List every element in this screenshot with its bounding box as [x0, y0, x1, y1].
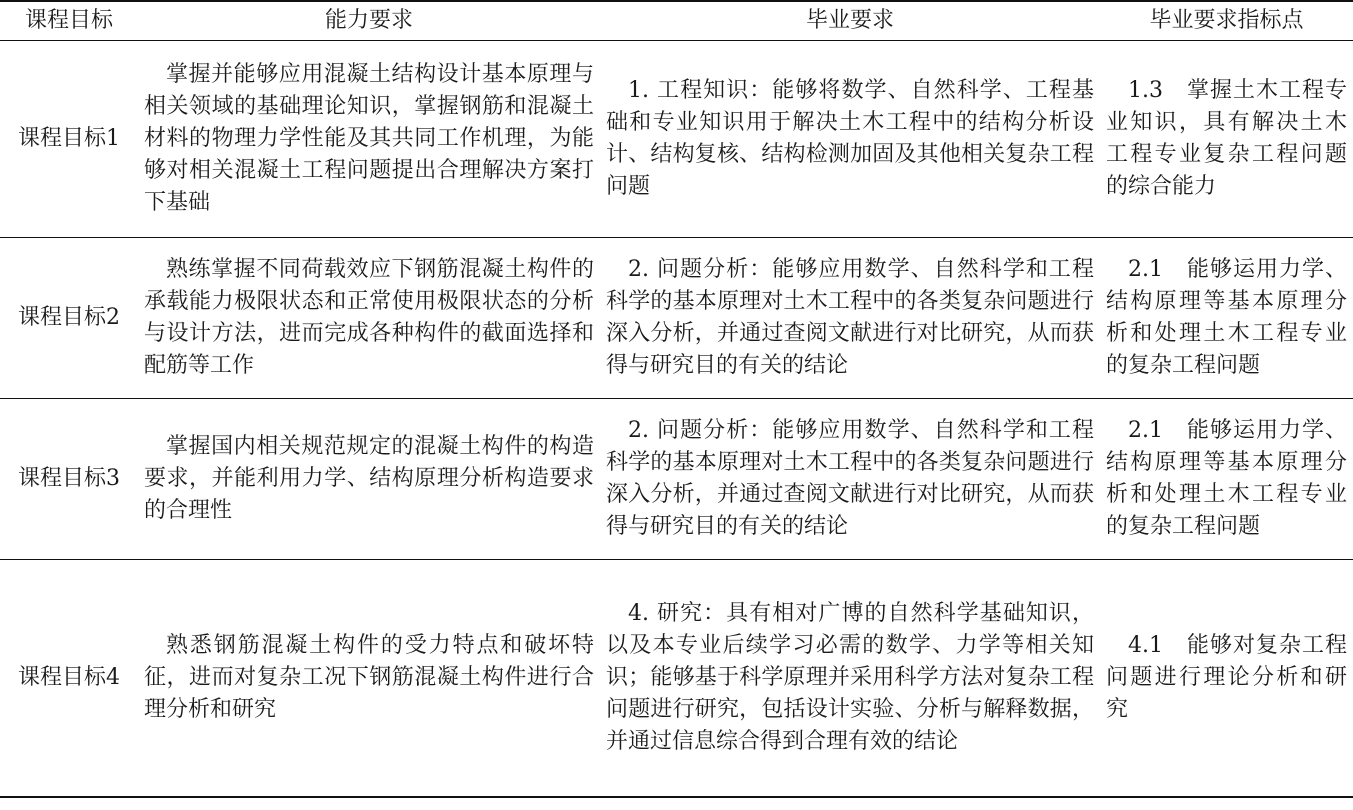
header-indicator: 毕业要求指标点 — [1100, 1, 1353, 41]
cell-requirement: 2. 问题分析：能够应用数学、自然科学和工程科学的基本原理对土木工程中的各类复杂问题进行深入分析，并通过查阅文献进行对比研究，从而获得与研究目的有关的结论 — [600, 399, 1100, 560]
cell-goal: 课程目标4 — [18, 665, 120, 690]
cell-indicator: 2.1 能够运用力学、结构原理等基本原理分析和处理土木工程专业的复杂工程问题 — [1100, 399, 1353, 560]
header-course-goal: 课程目标 — [0, 1, 138, 41]
table-row — [0, 560, 1353, 798]
table-row — [0, 41, 1353, 238]
cell-requirement: 4. 研究：具有相对广博的自然科学基础知识，以及本专业后续学习必需的数学、力学等相关知识；能够基于科学原理并采用科学方法对复杂工程问题进行研究，包括设计实验、分析与解释数据，并通过信息综合得到合理有效的结论 — [606, 601, 1094, 754]
table-row — [0, 399, 1353, 560]
cell-indicator: 2.1 能够运用力学、结构原理等基本原理分析和处理土木工程专业的复杂工程问题 — [1100, 238, 1353, 399]
cell-ability: 掌握并能够应用混凝土结构设计基本原理与相关领域的基础理论知识，掌握钢筋和混凝土材料的物理力学性能及其共同工作机理，为能够对相关混凝土工程问题提出合理解决方案打下基础 — [138, 41, 600, 238]
header-ability: 能力要求 — [138, 1, 600, 41]
header-graduation-requirement: 毕业要求 — [600, 1, 1100, 41]
cell-goal: 课程目标1 — [0, 41, 138, 238]
cell-requirement: 1. 工程知识：能够将数学、自然科学、工程基础和专业知识用于解决土木工程中的结构分析设计、结构复核、结构检测加固及其他相关复杂工程问题 — [600, 41, 1100, 238]
cell-ability: 掌握国内相关规范规定的混凝土构件的构造要求，并能利用力学、结构原理分析构造要求的合理性 — [138, 399, 600, 560]
cell-goal: 课程目标3 — [0, 399, 138, 560]
cell-ability: 熟悉钢筋混凝土构件的受力特点和破坏特征，进而对复杂工况下钢筋混凝土构件进行合理分析和研究 — [144, 633, 594, 722]
table-row — [0, 238, 1353, 399]
cell-requirement: 2. 问题分析：能够应用数学、自然科学和工程科学的基本原理对土木工程中的各类复杂问题进行深入分析，并通过查阅文献进行对比研究，从而获得与研究目的有关的结论 — [600, 238, 1100, 399]
cell-indicator: 4.1 能够对复杂工程问题进行理论分析和研究 — [1106, 633, 1347, 722]
cell-ability: 熟练掌握不同荷载效应下钢筋混凝土构件的承载能力极限状态和正常使用极限状态的分析与设计方法，进而完成各种构件的截面选择和配筋等工作 — [138, 238, 600, 399]
table-header-row — [0, 1, 1353, 41]
cell-indicator: 1.3 掌握土木工程专业知识，具有解决土木工程专业复杂工程问题的综合能力 — [1100, 41, 1353, 238]
cell-goal: 课程目标2 — [0, 238, 138, 399]
